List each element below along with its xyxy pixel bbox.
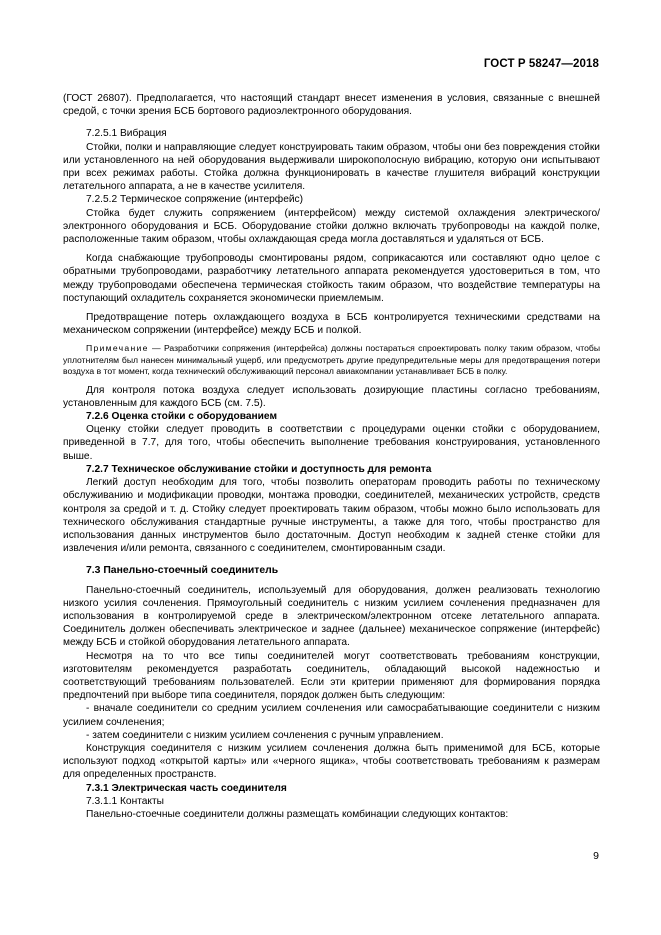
paragraph: Предотвращение потерь охлаждающего воздуха в БСБ контролируется техническими средствами на механическом сопряжении (интерфейсе) между БСБ и полкой.: [63, 312, 600, 337]
paragraph: Панельно-стоечные соединители должны размещать комбинации следующих контактов:: [86, 808, 509, 820]
paragraph: Легкий доступ необходим для того, чтобы позволить операторам проводить работы по техническому обслуживанию и модификации проводки, монтажа проводки, соединителей, механических устройств, средств контроля за средой и т. д. Стойку следует проектировать таким образом, чтобы можно было использовать для технического обслуживания стандартные ручные инструменты, а также для того, чтобы пространство для использования данных инструментов было достаточным. Доступ необходим к задней стенке стойки для извлечения и/или ремонта, связанного с соединителем, смонтированным сзади.: [63, 477, 600, 555]
list-item: - затем соединители с низким усилием сочленения с ручным управлением.: [86, 729, 444, 741]
paragraph: Когда снабжающие трубопроводы смонтированы рядом, соприкасаются или составляют одно целое с обратными трубопроводами, разработчику летательного аппарата рекомендуется удостовериться в том, что между трубопроводами обеспечена термическая стойкость таким образом, что воздействие температуры на поступающий охладитель сохраняется экономически приемлемым.: [63, 253, 600, 304]
paragraph: (ГОСТ 26807). Предполагается, что настоящий стандарт внесет изменения в условия, связанные с внешней средой, с точки зрения БСБ бортового радиоэлектронного оборудования.: [63, 93, 600, 118]
paragraph: Оценку стойки следует проводить в соответствии с процедурами оценки стойки с оборудованием, приведенной в 7.7, для того, чтобы обеспечить выполнение требования конструирования, установленного выше.: [63, 424, 600, 462]
paragraph: Для контроля потока воздуха следует использовать дозирующие пластины согласно требованиям, установленным для каждого БСБ (см. 7.5).: [63, 384, 600, 409]
list-item: - вначале соединители со средним усилием сочленения или самосрабатывающие соединители с низким усилием сочленения;: [63, 703, 600, 728]
page-number: 9: [593, 850, 599, 862]
subsection-heading: 7.2.5.2 Термическое сопряжение (интерфейс): [86, 194, 304, 206]
subsection-heading: 7.2.5.1 Вибрация: [86, 128, 167, 140]
note-paragraph: [63, 343, 600, 377]
section-heading: 7.2.7 Техническое обслуживание стойки и доступность для ремонта: [86, 463, 432, 475]
paragraph: Несмотря на то что все типы соединителей могут соответствовать требованиям конструкции, изготовителям рекомендуется разработать соединитель, обладающий высокой надежностью и соответствующий требованиям пользователей. Если эти критерии применяют для формирования порядка предпочтений при выборе типа соединителя, порядок должен быть следующим:: [63, 650, 600, 702]
note-label: Примечание: [86, 343, 149, 354]
section-heading: 7.3 Панельно-стоечный соединитель: [86, 565, 279, 577]
document-number: ГОСТ Р 58247—2018: [483, 58, 599, 70]
section-heading: 7.2.6 Оценка стойки с оборудованием: [86, 411, 277, 423]
paragraph: Панельно-стоечный соединитель, используемый для оборудования, должен реализовать технологию низкого усилия сочленения. Прямоугольный соединитель с низким усилием сочленения предназначен для использования в контролируемой среде в электрическом/электронном отсеке летательного аппарата. Соединитель должен обеспечивать электрическое и заднее (дальнее) механическое сопряжение (интерфейс) между БСБ и стойкой оборудования летательного аппарата.: [63, 584, 600, 649]
document-body: [63, 92, 600, 821]
section-heading: 7.3.1 Электрическая часть соединителя: [86, 782, 287, 794]
paragraph: Конструкция соединителя с низким усилием сочленения должна быть применимой для БСБ, которые используют подход «открытой карты» или «черного ящика», чтобы соответствовать требованиям к размерам для определенных пространств.: [63, 742, 600, 781]
subsection-heading: 7.3.1.1 Контакты: [86, 795, 164, 807]
paragraph: Стойка будет служить сопряжением (интерфейсом) между системой охлаждения электрического/электронного оборудования и БСБ. Оборудование стойки должно включать трубопроводы на каждой полке, расположенные таким образом, чтобы охлаждающая среда могла доставляться и удаляться от БСБ.: [63, 207, 600, 246]
note-text: — Разработчики сопряжения (интерфейса) должны постараться спроектировать полку таким образом, чтобы уплотнителям был нанесен минимальный ущерб, или предусмотреть другие предупредительные меры для предотвращения потери воздуха в тот момент, когда технический обслуживающий персонал авиакомпании устанавливает БСБ в полку.: [63, 343, 600, 377]
paragraph: Стойки, полки и направляющие следует конструировать таким образом, чтобы они без повреждения стойки или установленного на ней оборудования выдерживали широкополосную вибрацию, которую они испытывают при всех режимах работы. Стойка должна функционировать в качестве глушителя вибраций конструкции летательного аппарата, а не в качестве усилителя.: [63, 141, 600, 193]
